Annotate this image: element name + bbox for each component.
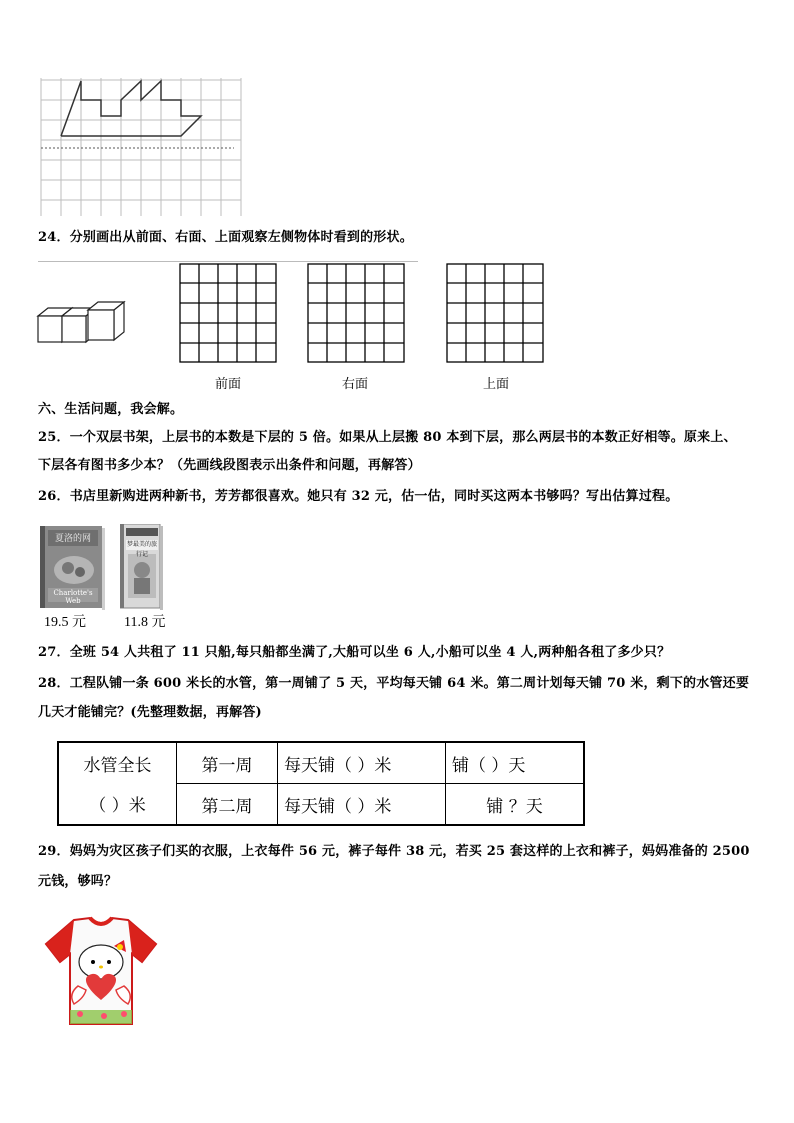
total-length-label: 水管全长 (58, 742, 177, 784)
question-28-line2: 几天才能铺完？(先整理数据，再解答) (38, 705, 262, 720)
book1-cover-title: 夏洛的网 (54, 534, 91, 544)
question-26: 26．书店里新购进两种新书，芳芳都很喜欢。她只有 32 元，估一估，同时买这两本书够吗？写出估算过程。 (38, 489, 679, 504)
book1-cover-subtitle: Charlotte's Web (53, 589, 93, 605)
ship-grid-figure (38, 78, 248, 218)
caption-right: 右面 (341, 377, 368, 392)
grid-top-view[interactable] (446, 263, 546, 363)
question-25-line2: 下层各有图书多少本？（先画线段图表示出条件和问题，再解答） (38, 458, 421, 473)
book1-price: 19.5 元 (44, 615, 86, 630)
week2-label: 第二周 (177, 784, 278, 826)
question-25-line1: 25．一个双层书架，上层书的本数是下层的 5 倍。如果从上层搬 80 本到下层，那么两层书的本数正好相等。原来上、 (38, 430, 737, 445)
grid-front-view[interactable] (179, 263, 279, 363)
table-row (58, 784, 584, 826)
question-28-line1: 28．工程队铺一条 600 米长的水管，第一周铺了 5 天，平均每天铺 64 米。第二周计划每天铺 70 米，剩下的水管还要 (38, 676, 750, 691)
cube-object-figure (36, 294, 136, 348)
week2-daily-blank[interactable]: 每天铺（ ）米 (278, 784, 446, 826)
book2-price: 11.8 元 (124, 615, 166, 630)
book2-cover-title: 梦最美的旅行记 (126, 541, 157, 558)
week1-days-blank[interactable]: 铺（ ）天 (446, 742, 585, 784)
grid-right-view[interactable] (307, 263, 407, 363)
week1-label: 第一周 (177, 742, 278, 784)
week2-days-unknown: 铺 ？天 (446, 784, 585, 826)
week1-daily-blank[interactable]: 每天铺（ ）米 (278, 742, 446, 784)
tshirt-image (44, 916, 158, 1028)
question-29-line1: 29．妈妈为灾区孩子们买的衣服，上衣每件 56 元，裤子每件 38 元，若买 25 套这样的上衣和裤子，妈妈准备的 2500 (38, 844, 750, 859)
caption-top: 上面 (482, 377, 509, 392)
book-charlottes-web-image (40, 526, 106, 610)
table-row (58, 742, 584, 784)
question-29-line2: 元钱，够吗？ (38, 874, 118, 889)
section-6-title: 六、生活问题，我会解。 (38, 402, 184, 417)
divider-line (38, 261, 418, 262)
caption-front: 前面 (214, 377, 241, 392)
book-two-image (120, 524, 164, 610)
question-27: 27．全班 54 人共租了 11 只船,每只船都坐满了,大船可以坐 6 人,小船可以坐 4 人,两种船各租了多少只？ (38, 645, 671, 660)
question-24: 24．分别画出从前面、右面、上面观察左侧物体时看到的形状。 (38, 230, 413, 245)
total-length-blank[interactable]: （ ）米 (58, 784, 177, 826)
pipe-data-table (57, 741, 585, 826)
